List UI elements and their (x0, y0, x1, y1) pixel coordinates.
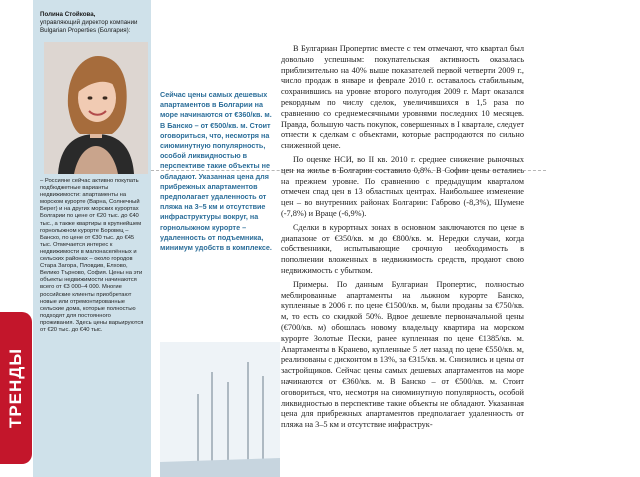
photo-caption (40, 11, 148, 35)
page-margin (546, 0, 640, 477)
harbor-illustration (160, 342, 280, 477)
pull-quote: Сейчас цены самых дешевых апартаментов в Болгарии на море начинаются от €360/кв. м. В Банско – от €500/кв. м. Стоит оговориться, что, несмотря на сиюминутную популярность, особой ликвидностью в перспективе такие объекты не обладают. Указанная цена для прибрежных апартаментов предполагает удаленность от пляжа на 3–5 км и отсутствие инфраструктуры вокруг, на горнолыжном курорте – удаленность от подъемника, минимум удобств в комплексе. (160, 90, 272, 253)
body-paragraph: Примеры. По данным Булгариан Пропертис, полностью меблированные апартаменты на лыжном курорте Банско, купленные в 2006 г. по цене €1500/кв. м, были проданы за €750/кв. м, то есть со скидкой 50%. Вдвое дешевле первоначальной цены (€700/кв. м) обошлась новому владельцу квартира на морском курорте Золотые Пески, ранее купленная по цене €1385/кв. м. Апартаменты в Кранево, купленные 5 лет назад по цене €550/кв. м, реализованы с дисконтом в 13%, за €315/кв. м. Снизились и цены от застройщиков. Сейчас цены самых дешевых апартаментов на море начинаются от €360/кв. м. В Банско – от €500/кв. м. Стоит оговориться, что, несмотря на сиюминутную популярность, особой ликвидностью в перспективе такие объекты не обладают. Указанная цена для прибрежных апартаментов предполагает удаленность от пляжа на 3–5 км и отсутствие инфраструк- (281, 279, 524, 430)
sidebar-quote-text: – Россияне сейчас активно покупать подбюджетные варианты недвижимости: апартаменты на морском курорте (Варна, Солнечный Берег) и на других морских курортах Болгарии по цене от €20 тыс. до €40 тыс., а также квартиры в крупнейшем горнолыжном курорте Боровец – Банско, по цене от €30 тыс. до €45 тыс. Отмечается интерес к недвижимости в малонаселённых и сельских районах – около городов Стара Загора, Пловдив, Елхово, Велико Търново, София. Цены на эти объекты недвижимости начинаются всего от €3 000–4 000. Многие российские клиенты приобретают новые или отремонтированные сельские дома, которые полностью подходят для постоянного проживания. Здесь цены варьируются от €20 тыс. до €40 тыс. (40, 178, 144, 333)
caption-name: Полина Стойкова, (40, 11, 96, 18)
section-tab-label: ТРЕНДЫ (6, 347, 25, 429)
caption-role: управляющий директор компании Bulgarian Properties (Болгария): (40, 19, 138, 34)
article-body (281, 44, 524, 434)
body-paragraph: По оценке НСИ, во II кв. 2010 г. среднее снижение рыночных цен на жилье в Болгарии составило 0,8%. В Софии цены остались на прежнем уровне. По сравнению с предыдущим кварталом отмечен спад цен в 13 областных центрах. Наибольшее изменение цен – во внутренних районах Болгарии: Габрово (-8,3%), Шумене (-7,8%) и Враце (-6,9%). (281, 154, 524, 218)
body-paragraph: В Булгариан Пропертис вместе с тем отмечают, что квартал был довольно успешным: покупательская активность оказалась приблизительно на 40% выше показателей первой четверти 2009 г., число продаж в январе и феврале 2010 г. оставалось стабильным, сохранившись на уровне второго полугодия 2009 г. Март оказался рекордным по числу сделок, увеличившихся в 1,5 раза по сравнению со среднемесячными уровнями последних 10 месяцев. Правда, большую часть покупок, совершенных в I квартале, следует отнести к сделкам с объектами, которые распродаются по сильно сниженной цене. (281, 44, 524, 151)
body-paragraph: Сделки в курортных зонах в основном заключаются по цене в диапазоне от €350/кв. м до €800/кв. м. Нередки случаи, когда собственники, испытывающие срочную необходимость в пополнении вложенных в недвижимость средств, продают свою недвижимость с убытком. (281, 222, 524, 275)
portrait-illustration (44, 42, 148, 174)
harbor-photo (160, 342, 280, 477)
portrait-photo (44, 42, 148, 174)
